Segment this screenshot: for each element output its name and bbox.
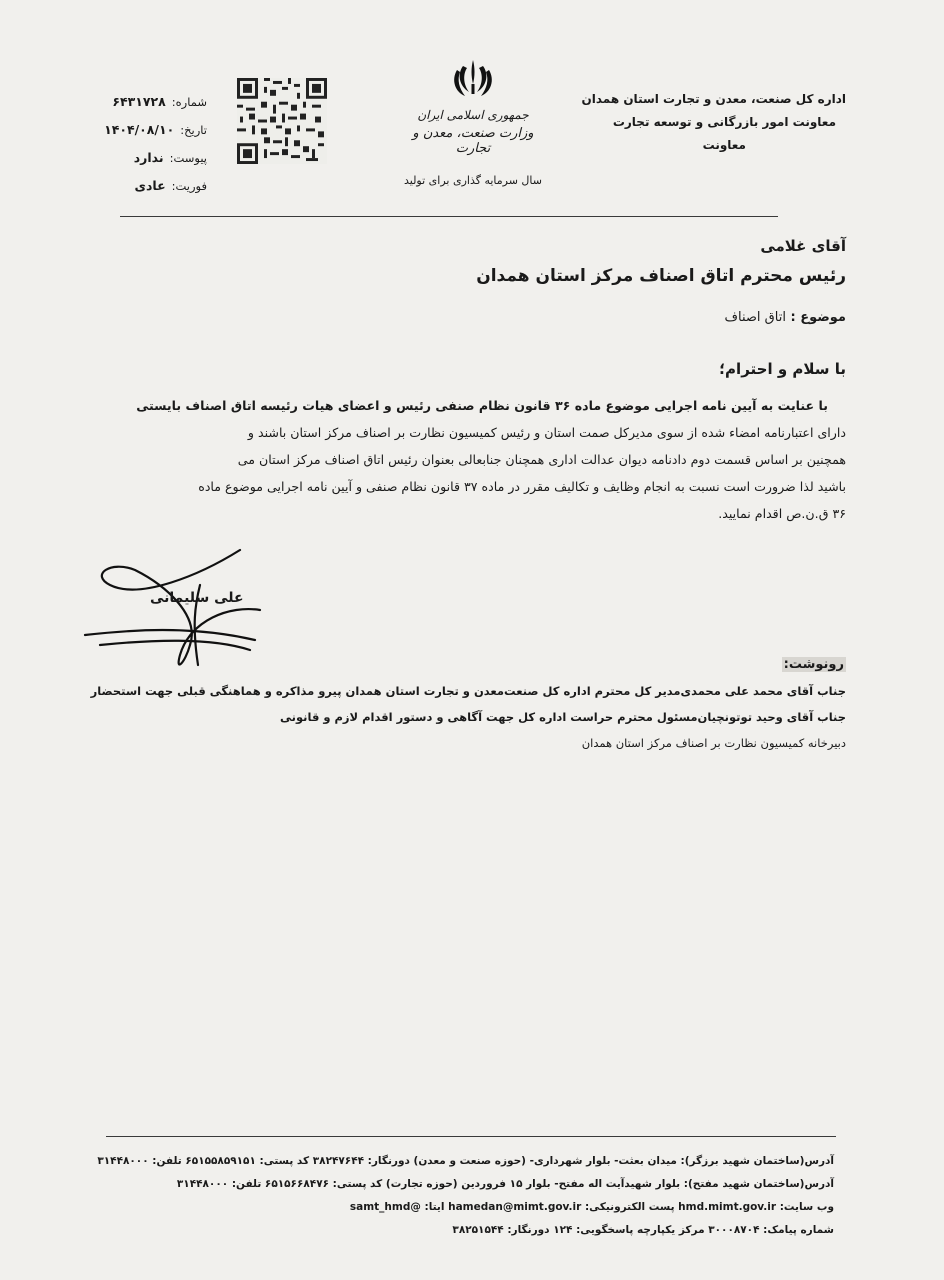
number-label: شماره: xyxy=(171,95,207,109)
cc-line-2: جناب آقای وحید توتونچیان‌مسئول محترم حراست اداره کل جهت آگاهی و دستور اقدام لازم و قانونی xyxy=(280,710,846,724)
signer-name: علی سلیمانی xyxy=(150,590,244,606)
org-line-3: معاونت xyxy=(702,138,746,152)
footer-contact: شماره پیامک: ۳۰۰۰۸۷۰۴ مرکز یکپارچه پاسخگویی: ۱۲۴ دورنگار: ۳۸۲۵۱۵۴۴ xyxy=(452,1224,834,1236)
header-divider xyxy=(120,216,778,217)
addressee-block xyxy=(146,232,846,292)
footer-divider xyxy=(106,1136,836,1137)
emblem-block xyxy=(398,58,548,187)
carbon-copy-block xyxy=(86,652,846,756)
footer-web: وب سایت: hmd.mimt.gov.ir پست الکترونیکی: hamedan@mimt.gov.ir ایتا: @samt_hmd xyxy=(349,1201,834,1213)
date-label: تاریخ: xyxy=(180,123,207,137)
letter-number-row xyxy=(82,88,207,116)
cc-heading: رونوشت: xyxy=(783,657,844,672)
org-line-1: اداره کل صنعت، معدن و تجارت استان همدان xyxy=(581,92,846,106)
urgency-label: فوریت: xyxy=(171,179,207,193)
emblem-country: جمهوری اسلامی ایران xyxy=(417,108,529,122)
body-line-2: دارای اعتبارنامه امضاء شده از سوی مدیرکل صمت استان و رئیس کمیسیون نظارت بر اصناف مرکز استان باشند و xyxy=(247,425,846,440)
emblem-ministry: وزارت صنعت، معدن و تجارت xyxy=(412,126,534,156)
attachment-value: ندارد xyxy=(133,150,164,165)
attachment-label: پیوست: xyxy=(169,151,207,165)
letter-date-row xyxy=(82,116,207,144)
body-line-1: با عنایت به آیین نامه اجرایی موضوع ماده ۳۶ قانون نظام صنفی رئیس و اعضای هیات رئیسه اتاق اصناف بایستی xyxy=(136,398,828,413)
year-slogan: سال سرمایه گذاری برای تولید xyxy=(403,174,542,187)
iran-emblem-icon xyxy=(451,58,495,100)
footer-block xyxy=(94,1150,834,1242)
addressee-title: رئیس محترم اتاق اصناف مرکز استان همدان xyxy=(476,266,846,286)
urgency-row xyxy=(82,172,207,200)
footer-address-2: آدرس(ساختمان شهید مفتح): بلوار شهیدآیت اله مفتح- بلوار ۱۵ فروردین (حوزه تجارت) کد پستی: ۶۵۱۵۶۶۸۴۷۶ تلفن: ۳۱۴۴۸۰۰۰ xyxy=(176,1178,834,1190)
letter-meta xyxy=(82,88,207,200)
letter-number: ۶۴۳۱۷۲۸ xyxy=(112,94,166,109)
letter-date: ۱۴۰۴/۰۸/۱۰ xyxy=(104,122,175,137)
qr-code xyxy=(237,78,327,164)
addressee-name: آقای غلامی xyxy=(760,237,846,255)
subject-line xyxy=(725,310,846,325)
attachment-row xyxy=(82,144,207,172)
body-line-5: ۳۶ ق.ن.ص اقدام نمایید. xyxy=(718,506,846,521)
subject-value: اتاق اصناف xyxy=(724,310,786,325)
urgency-value: عادی xyxy=(134,178,166,193)
letter-body xyxy=(102,392,846,527)
org-line-2: معاونت امور بازرگانی و توسعه تجارت xyxy=(612,115,836,129)
body-line-4: باشید لذا ضرورت است نسبت به انجام وظایف و تکالیف مقرر در ماده ۳۷ قانون نظام صنفی و آیین نامه اجرایی موضوع ماده xyxy=(198,479,846,494)
footer-address-1: آدرس(ساختمان شهید برزگر): میدان بعثت- بلوار شهرداری- (حوزه صنعت و معدن) دورنگار: ۳۸۲۴۷۶۴۴ کد پستی: ۶۵۱۵۵۸۵۹۱۵۱ تلفن: ۳۱۴۴۸۰۰۰ xyxy=(97,1155,834,1167)
body-line-3: همچنین بر اساس قسمت دوم دادنامه دیوان عدالت اداری همچنان جنابعالی بعنوان رئیس اتاق اصناف مرکز استان می xyxy=(237,452,846,467)
greeting: با سلام و احترام؛ xyxy=(719,360,846,378)
cc-line-3: دبیرخانه کمیسیون نظارت بر اصناف مرکز استان همدان xyxy=(581,736,846,750)
cc-line-1: جناب آقای محمد علی محمدی‌مدیر کل محترم اداره کل صنعت‌معدن و تجارت استان همدان پیرو مذاکره و هماهنگی قبلی جهت استحضار xyxy=(90,684,846,698)
subject-label: موضوع : xyxy=(790,310,846,325)
